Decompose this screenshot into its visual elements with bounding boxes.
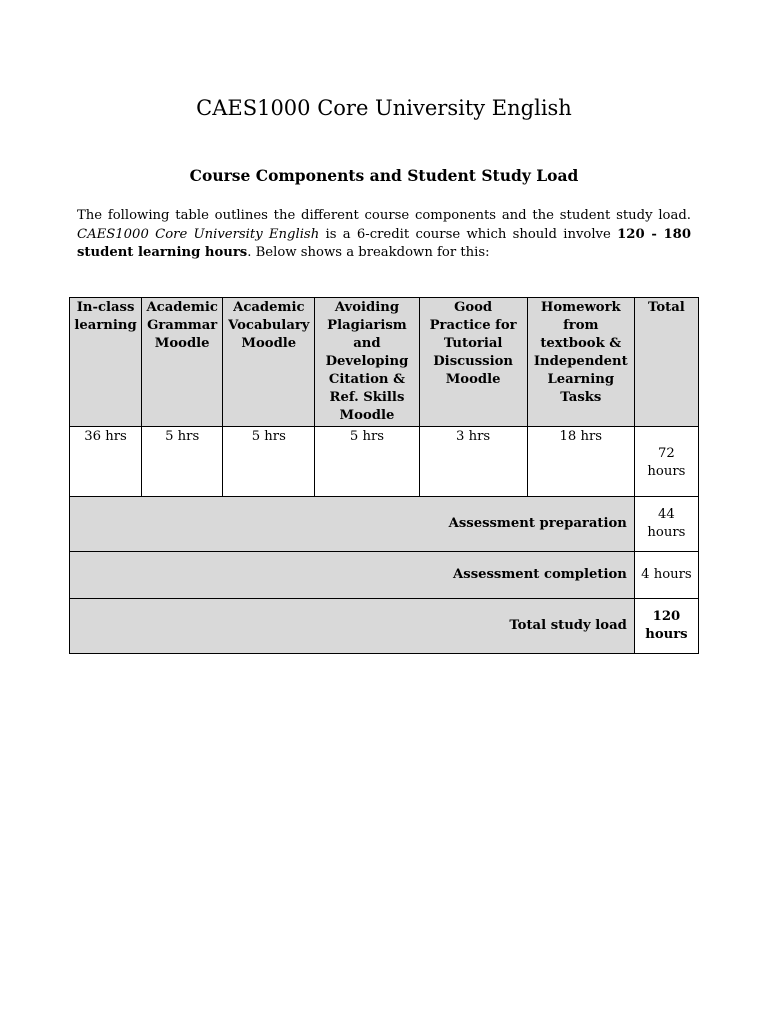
table-row-assessment-preparation — [70, 497, 699, 552]
assessment-preparation-label: Assessment preparation — [70, 497, 635, 552]
intro-text-2: is a 6-credit course which should involve — [319, 226, 618, 242]
intro-course-name: CAES1000 Core University English — [77, 226, 320, 242]
assessment-preparation-value: 44 hours — [634, 497, 698, 552]
intro-hours-range: 120 - 180 student learning hours — [77, 226, 691, 260]
total-study-load-label: Total study load — [70, 599, 635, 654]
value-good-practice: 3 hrs — [419, 427, 527, 497]
value-in-class-learning: 36 hrs — [70, 427, 142, 497]
value-academic-grammar: 5 hrs — [142, 427, 223, 497]
header-total: Total — [634, 298, 698, 427]
document-subtitle: Course Components and Student Study Load — [189, 166, 579, 185]
intro-text-3: . Below shows a breakdown for this: — [247, 245, 490, 260]
value-avoiding-plagiarism: 5 hrs — [315, 427, 419, 497]
study-load-table — [69, 297, 699, 654]
table-row-assessment-completion — [70, 552, 699, 599]
header-avoiding-plagiarism-moodle: Avoiding Plagiarism and Developing Citation & Ref. Skills Moodle — [315, 298, 419, 427]
document-title: CAES1000 Core University English — [196, 96, 572, 120]
header-homework-independent-learning: Homework from textbook & Independent Learning Tasks — [527, 298, 634, 427]
value-total: 72 hours — [634, 427, 698, 497]
table-row-values — [70, 427, 699, 497]
header-good-practice-moodle: Good Practice for Tutorial Discussion Moodle — [419, 298, 527, 427]
value-homework: 18 hrs — [527, 427, 634, 497]
table-row-total-study-load — [70, 599, 699, 654]
header-academic-grammar-moodle: Academic Grammar Moodle — [142, 298, 223, 427]
header-academic-vocabulary-moodle: Academic Vocabulary Moodle — [223, 298, 315, 427]
total-study-load-value: 120 hours — [634, 599, 698, 654]
value-academic-vocabulary: 5 hrs — [223, 427, 315, 497]
assessment-completion-label: Assessment completion — [70, 552, 635, 599]
table-header-row — [70, 298, 699, 427]
intro-text-1: The following table outlines the different course components and the student study load. — [77, 208, 691, 223]
assessment-completion-value: 4 hours — [634, 552, 698, 599]
header-in-class-learning: In-class learning — [70, 298, 142, 427]
intro-paragraph — [77, 207, 691, 263]
